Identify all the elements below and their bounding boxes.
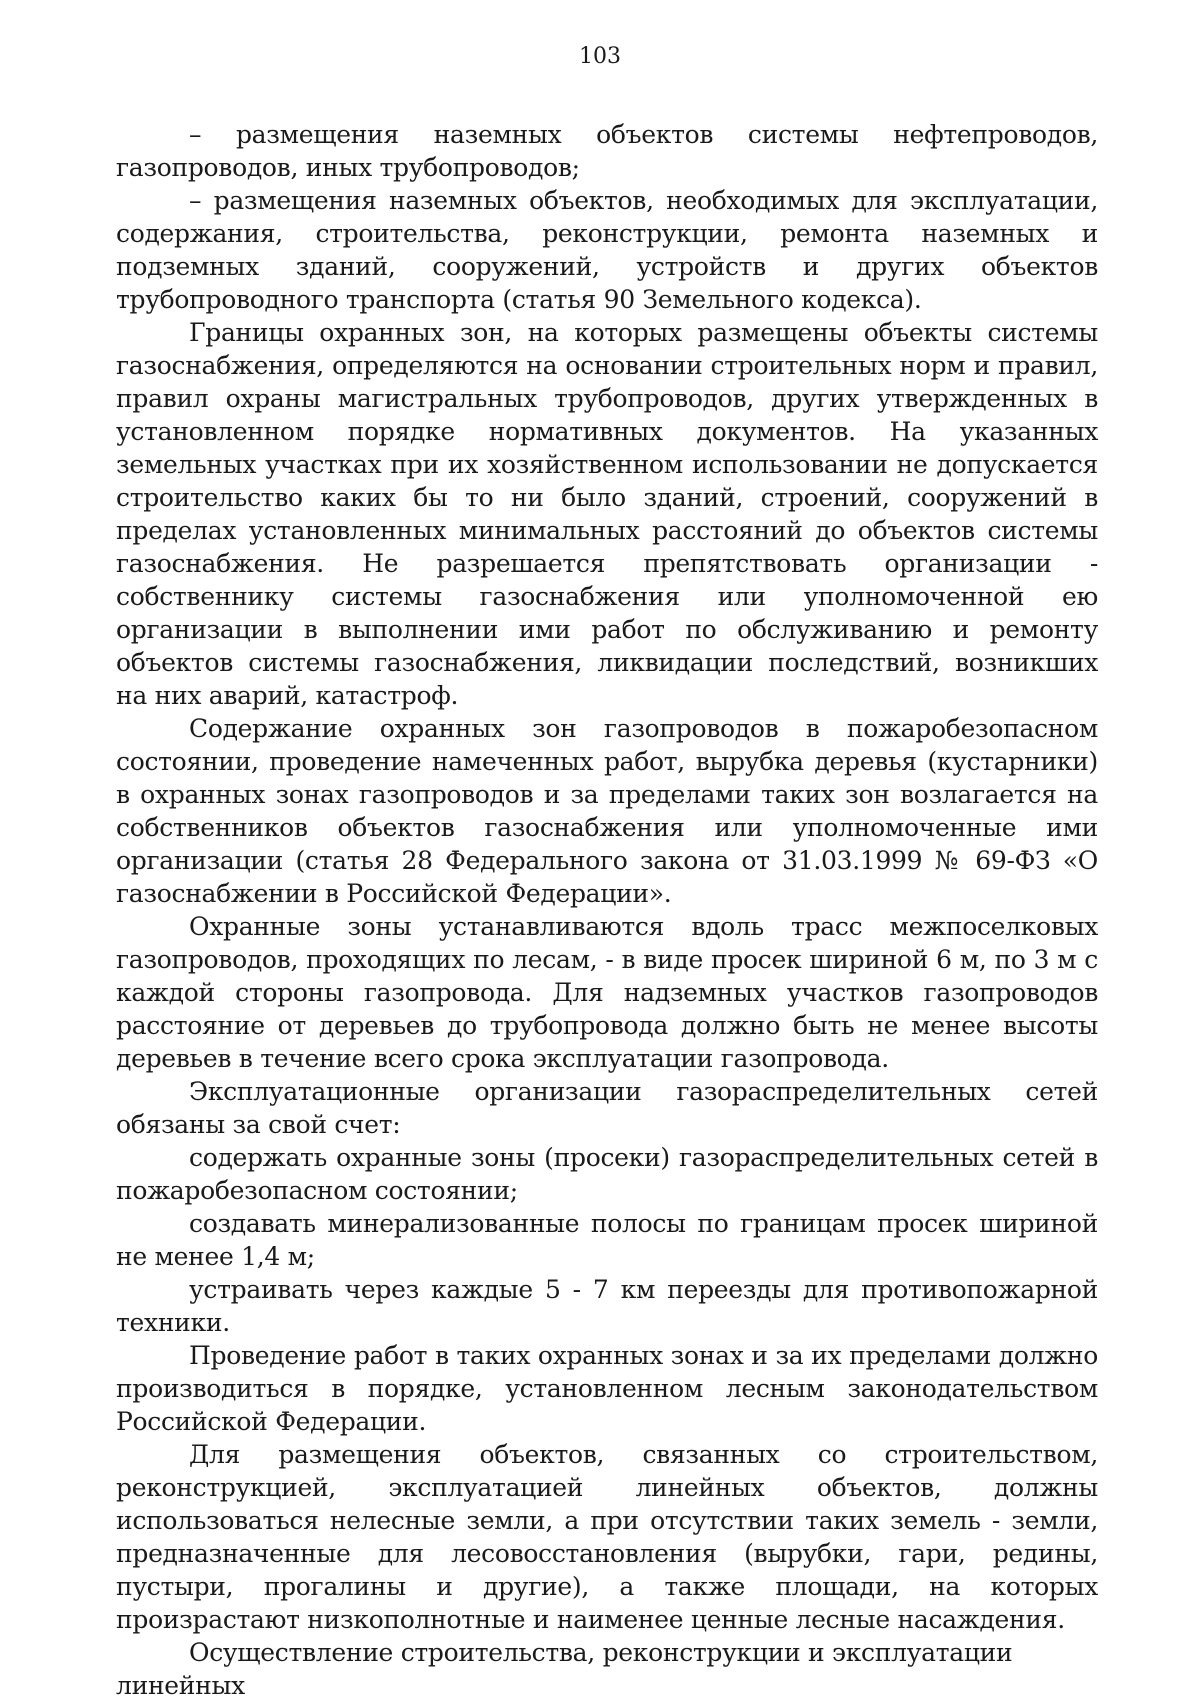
paragraph-maintenance: Содержание охранных зон газопроводов в пожаробезопасном состоянии, проведение намеченных работ, вырубка деревья (кустарники) в охранных зонах газопроводов и за пределами таких зон возлагается на собственников объектов газоснабжения или уполномоченные ими организации (статья 28 Федерального закона от 31.03.1999 № 69-ФЗ «О газоснабжении в Российской Федерации». bbox=[116, 714, 1098, 908]
paragraph-works-order: Проведение работ в таких охранных зонах и за их пределами должно производиться в порядке, установленном лесным законодательством Российской Федерации. bbox=[116, 1341, 1098, 1436]
page-number: 103 bbox=[579, 44, 621, 69]
paragraph-protection-zones: Охранные зоны устанавливаются вдоль трасс межпоселковых газопроводов, проходящих по лесам, - в виде просек шириной 6 м, по 3 м с каждой стороны газопровода. Для надземных участков газопроводов расстояние от деревьев до трубопровода должно быть не менее высоты деревьев в течение всего срока эксплуатации газопровода. bbox=[116, 912, 1098, 1073]
paragraph-duty-1: содержать охранные зоны (просеки) газораспределительных сетей в пожаробезопасном состоянии; bbox=[116, 1143, 1098, 1205]
paragraph-dash-1: – размещения наземных объектов системы нефтепроводов, газопроводов, иных трубопроводов; bbox=[116, 120, 1098, 182]
document-body bbox=[116, 118, 1098, 1702]
paragraph-dash-2: – размещения наземных объектов, необходимых для эксплуатации, содержания, строительства, реконструкции, ремонта наземных и подземных зданий, сооружений, устройств и других объектов трубопроводного транспорта (статья 90 Земельного кодекса). bbox=[116, 186, 1098, 314]
paragraph-land-use: Для размещения объектов, связанных со строительством, реконструкцией, эксплуатацией линейных объектов, должны использоваться нелесные земли, а при отсутствии таких земель - земли, предназначенные для лесовосстановления (вырубки, гари, редины, пустыри, прогалины и другие), а также площади, на которых произрастают низкополнотные и наименее ценные лесные насаждения. bbox=[116, 1440, 1098, 1634]
paragraph-duty-2: создавать минерализованные полосы по границам просек шириной не менее 1,4 м; bbox=[116, 1209, 1098, 1271]
paragraph-operators-obliged: Эксплуатационные организации газораспределительных сетей обязаны за свой счет: bbox=[116, 1077, 1098, 1139]
paragraph-boundaries: Границы охранных зон, на которых размещены объекты системы газоснабжения, определяются на основании строительных норм и правил, правил охраны магистральных трубопроводов, других утвержденных в установленном порядке нормативных документов. На указанных земельных участках при их хозяйственном использовании не допускается строительство каких бы то ни было зданий, строений, сооружений в пределах установленных минимальных расстояний до объектов системы газоснабжения. Не разрешается препятствовать организации - собственнику системы газоснабжения или уполномоченной ею организации в выполнении ими работ по обслуживанию и ремонту объектов системы газоснабжения, ликвидации последствий, возникших на них аварий, катастроф. bbox=[116, 318, 1098, 710]
paragraph-construction: Осуществление строительства, реконструкции и эксплуатации линейных bbox=[116, 1638, 1013, 1700]
paragraph-duty-3: устраивать через каждые 5 - 7 км переезды для противопожарной техники. bbox=[116, 1275, 1098, 1337]
